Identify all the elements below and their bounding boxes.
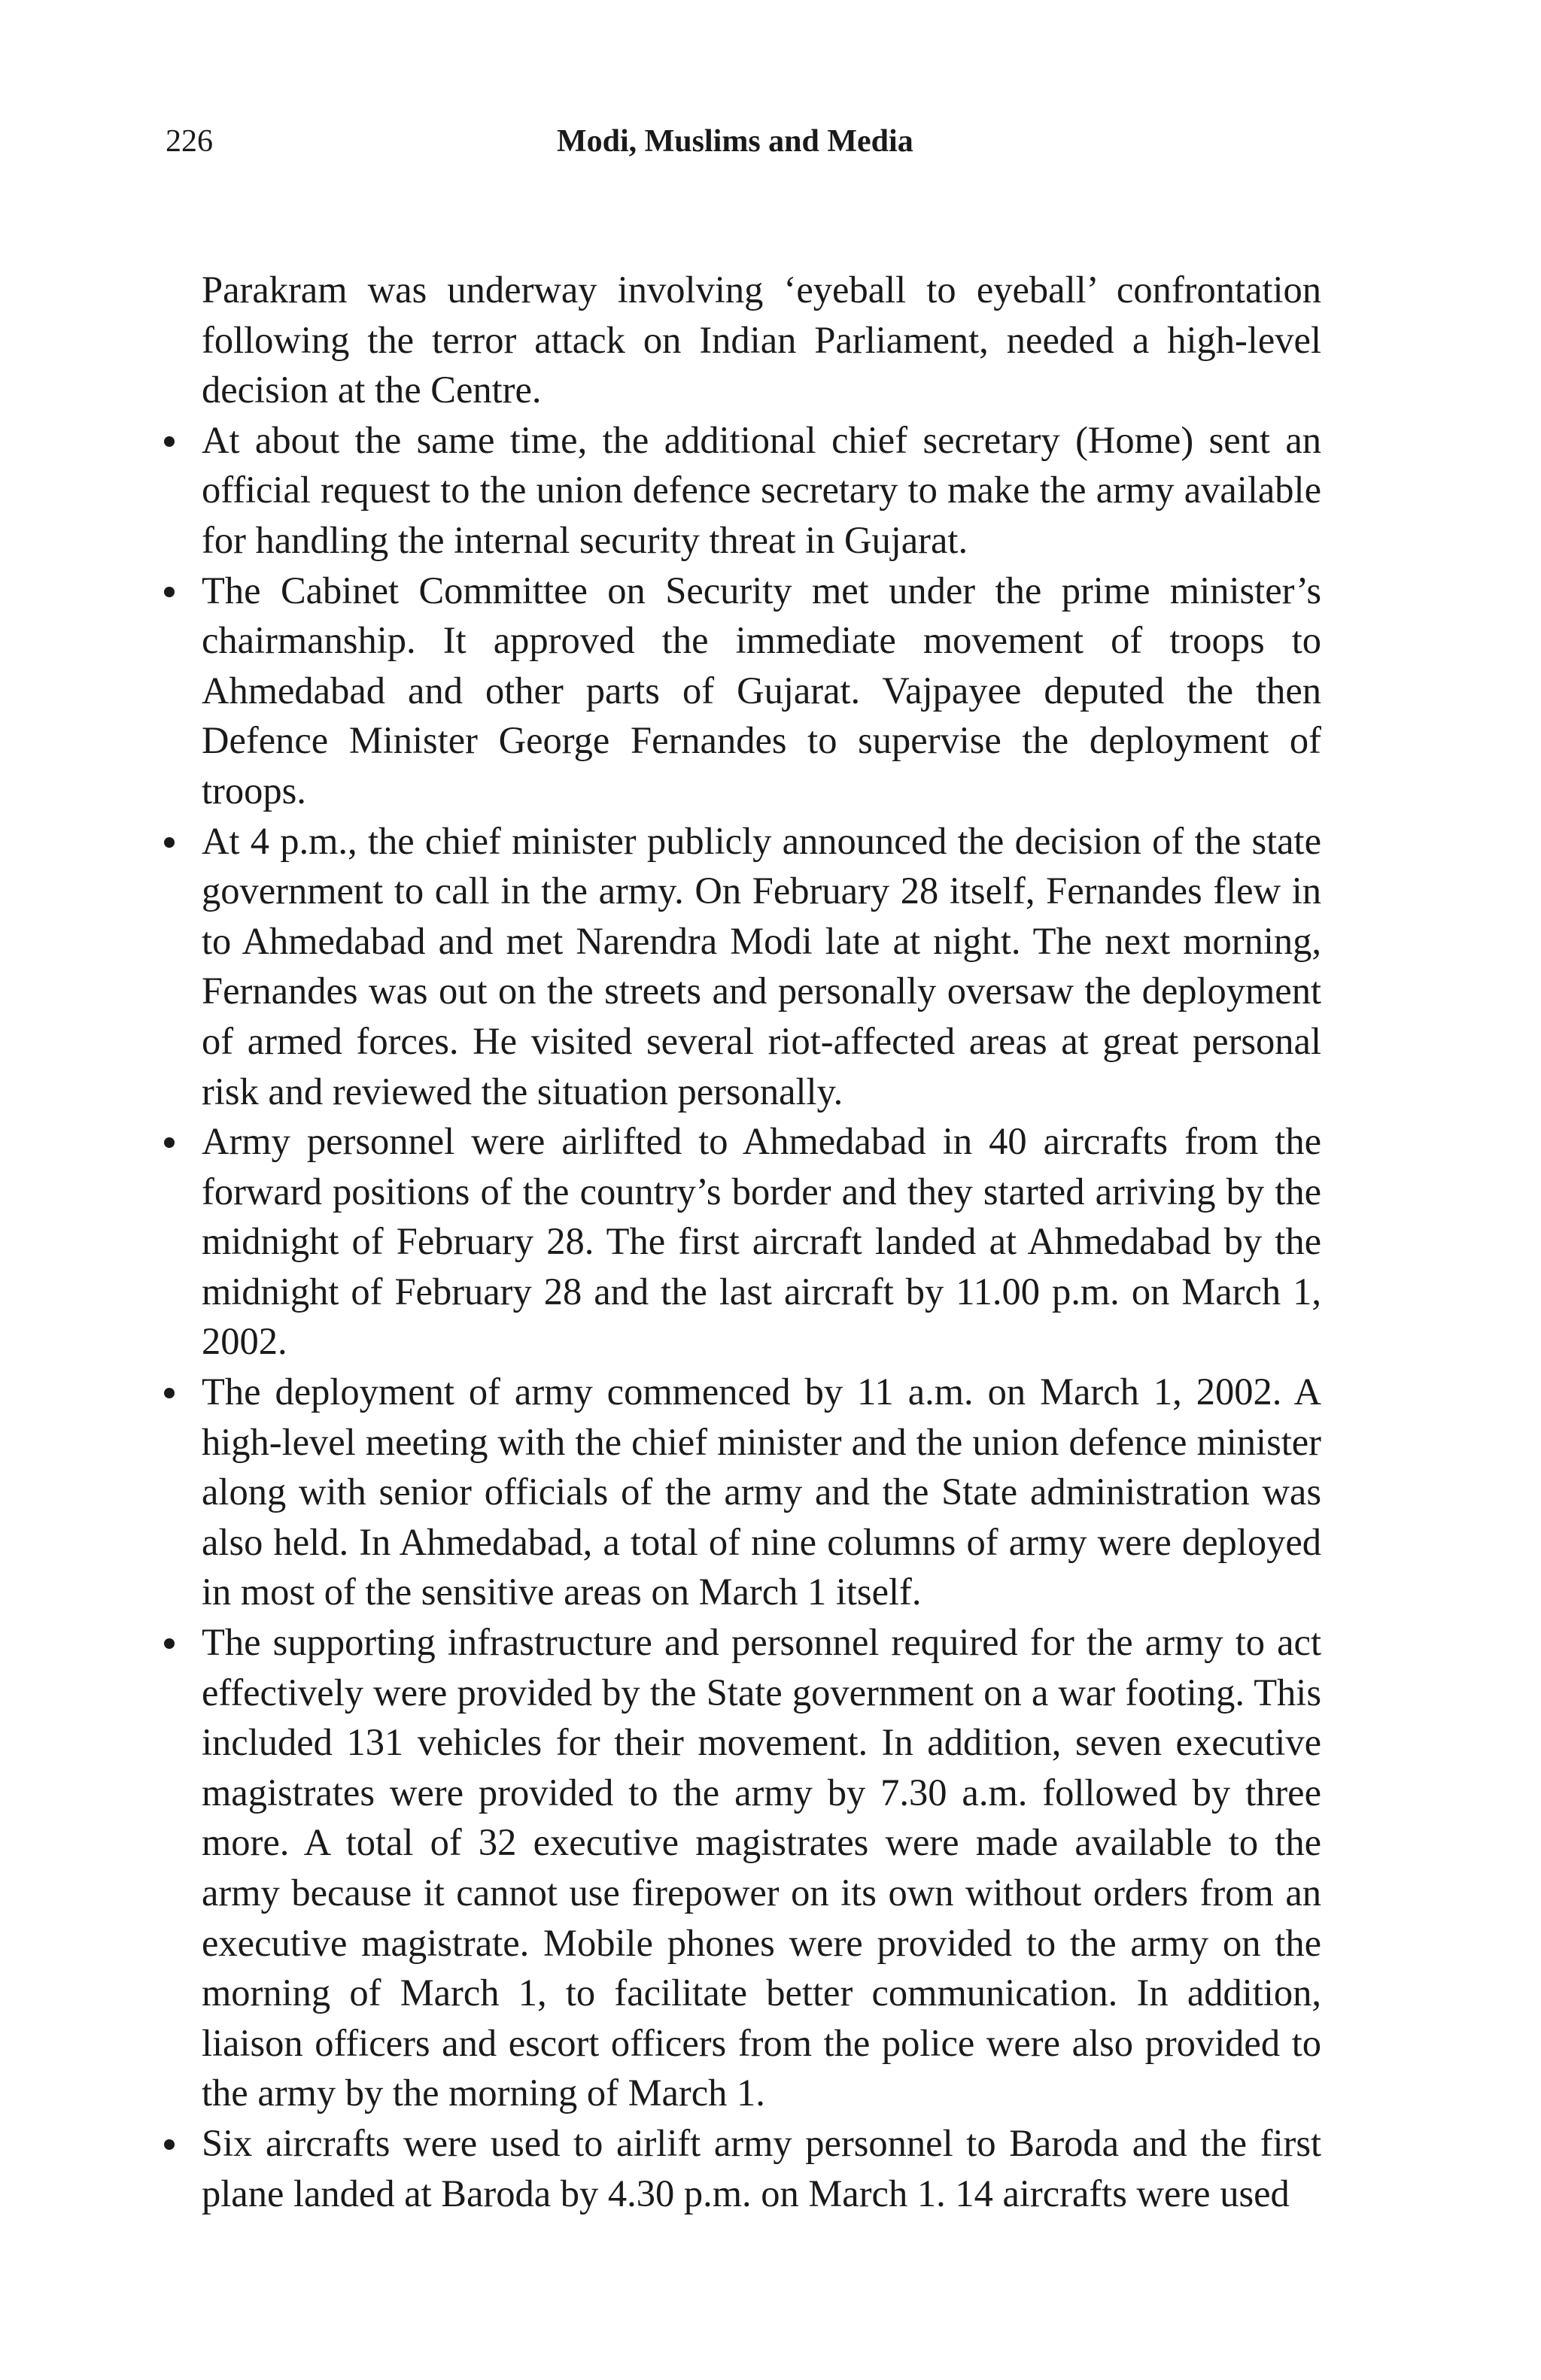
bullet-text: Army personnel were airlifted to Ahmedabad in 40 aircrafts from the forward positions of the country’s border and they started arriving by the midnight of February 28. The first aircraft landed at Ahmedabad by the midnight of February 28 and the last aircraft by 11.00 p.m. on March 1, 2002. (202, 1120, 1321, 1363)
bullet-item (202, 1367, 1321, 1617)
book-title: Modi, Muslims and Media (557, 124, 913, 159)
bullet-item (202, 816, 1321, 1117)
continuation-paragraph: Parakram was underway involving ‘eyeball to eyeball’ confrontation following the terror attack on Indian Parliament, needed a high-level decision at the Centre. (202, 269, 1321, 411)
bullet-text: The supporting infrastructure and personnel required for the army to act effectively were provided by the State government on a war footing. This included 131 vehicles for their movement. In addition, seven executive magistrates were provided to the army by 7.30 a.m. followed by three more. A total of 32 executive magistrates were made available to the army because it cannot use firepower on its own without orders from an executive magistrate. Mobile phones were provided to the army on the morning of March 1, to facilitate better communication. In addition, liaison officers and escort officers from the police were also provided to the army by the morning of March 1. (202, 1621, 1321, 2114)
bullet-icon (164, 1388, 175, 1398)
bullet-item (202, 415, 1321, 566)
bullet-icon (164, 1638, 175, 1649)
bullet-text: At about the same time, the additional chief secretary (Home) sent an official request to the union defence secretary to make the army available for handling the internal security threat in Gujarat. (202, 418, 1321, 561)
bullet-text: The Cabinet Committee on Security met under the prime minister’s chairmanship. It approved the immediate movement of troops to Ahmedabad and other parts of Gujarat. Vajpayee deputed the then Defence Minister George Fernandes to supervise the deployment of troops. (202, 569, 1321, 812)
running-head (0, 119, 1541, 164)
bullet-item (202, 1617, 1321, 2118)
bullet-item (202, 2118, 1321, 2218)
bullet-icon (164, 436, 175, 447)
bullet-text: Six aircrafts were used to airlift army personnel to Baroda and the first plane landed at Baroda by 4.30 p.m. on March 1. 14 aircrafts were used (202, 2121, 1321, 2215)
bullet-text: The deployment of army commenced by 11 a.m. on March 1, 2002. A high-level meeting with the chief minister and the union defence minister along with senior officials of the army and the State administration was also held. In Ahmedabad, a total of nine columns of army were deployed in most of the sensitive areas on March 1 itself. (202, 1371, 1321, 1613)
bullet-icon (164, 837, 175, 848)
bullet-item (202, 1116, 1321, 1367)
page-number: 226 (166, 124, 213, 159)
bullet-list (202, 415, 1321, 2218)
bullet-text: At 4 p.m., the chief minister publicly announced the decision of the state government to call in the army. On February 28 itself, Fernandes flew in to Ahmedabad and met Narendra Modi late at night. The next morning, Fernandes was out on the streets and personally oversaw the deployment of armed forces. He visited several riot-affected areas at great personal risk and reviewed the situation personally. (202, 819, 1321, 1113)
bullet-item (202, 566, 1321, 816)
bullet-icon (164, 587, 175, 597)
body-text (202, 265, 1321, 2218)
bullet-icon (164, 1137, 175, 1148)
bullet-icon (164, 2139, 175, 2150)
